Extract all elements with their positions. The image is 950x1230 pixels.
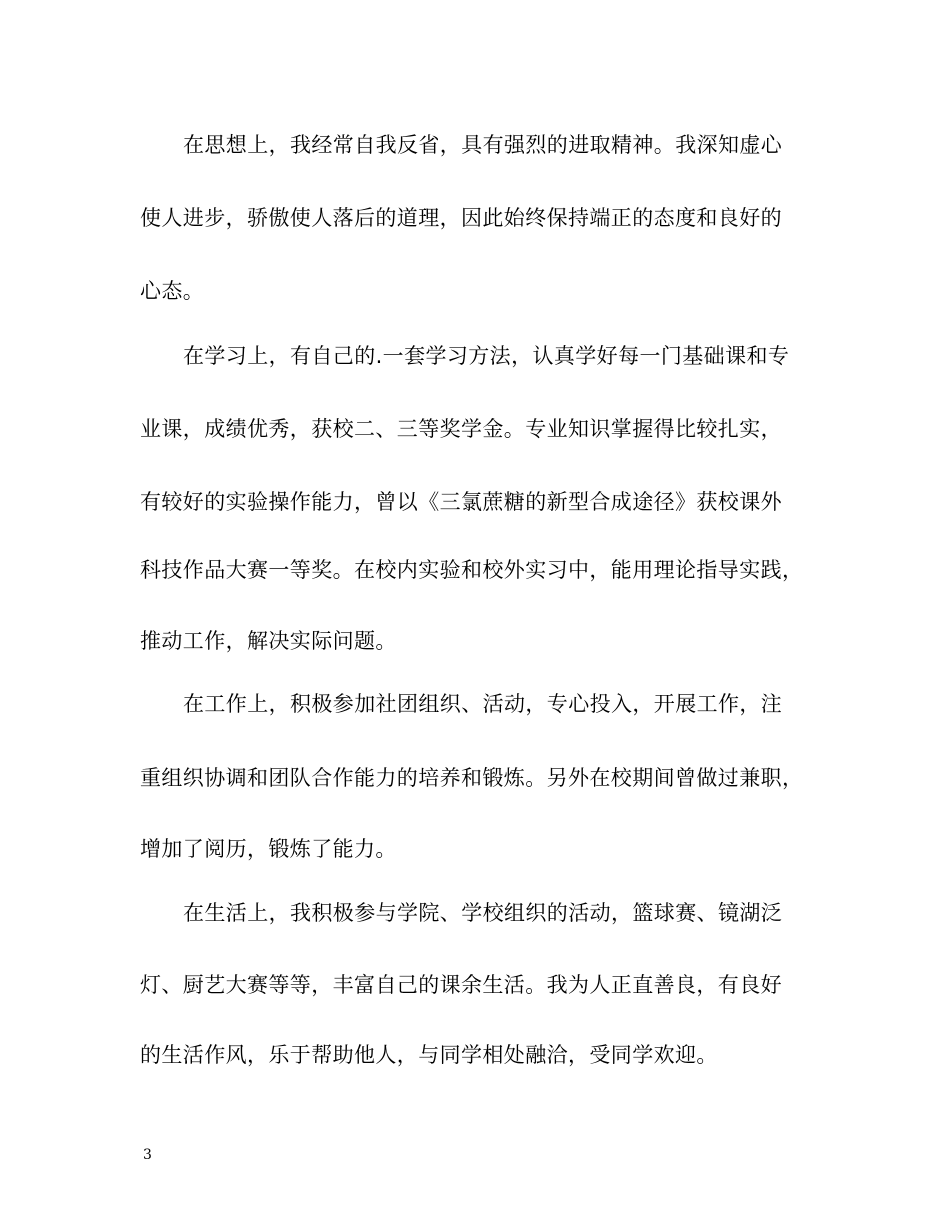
paragraph-line: 在思想上，我经常自我反省，具有强烈的进取精神。我深知虚心	[183, 133, 783, 157]
paragraph-line: 推动工作，解决实际问题。	[140, 629, 397, 653]
paragraph-line: 业课，成绩优秀，获校二、三等奖学金。专业知识掌握得比较扎实，	[140, 417, 782, 441]
paragraph-line: 在工作上，积极参加社团组织、活动，专心投入，开展工作，注	[183, 692, 783, 716]
paragraph-line: 使人进步，骄傲使人落后的道理，因此始终保持端正的态度和良好的	[140, 206, 782, 230]
paragraph-line: 增加了阅历，锻炼了能力。	[140, 837, 397, 861]
paragraph-line: 重组织协调和团队合作能力的培养和锻炼。另外在校期间曾做过兼职，	[140, 766, 804, 790]
paragraph-line: 心态。	[140, 279, 205, 303]
page-number: 3	[143, 1147, 152, 1163]
paragraph-line: 在学习上，有自己的.一套学习方法，认真学好每一门基础课和专	[183, 344, 790, 368]
paragraph-line: 在生活上，我积极参与学院、学校组织的活动，篮球赛、镜湖泛	[183, 901, 783, 925]
paragraph-line: 有较好的实验操作能力，曾以《三氯蔗糖的新型合成途径》获校课外	[140, 490, 782, 514]
paragraph-line: 灯、厨艺大赛等等，丰富自己的课余生活。我为人正直善良，有良好	[140, 973, 782, 997]
paragraph-line: 科技作品大赛一等奖。在校内实验和校外实习中，能用理论指导实践，	[140, 558, 804, 582]
paragraph-line: 的生活作风，乐于帮助他人，与同学相处融洽，受同学欢迎。	[140, 1043, 718, 1067]
